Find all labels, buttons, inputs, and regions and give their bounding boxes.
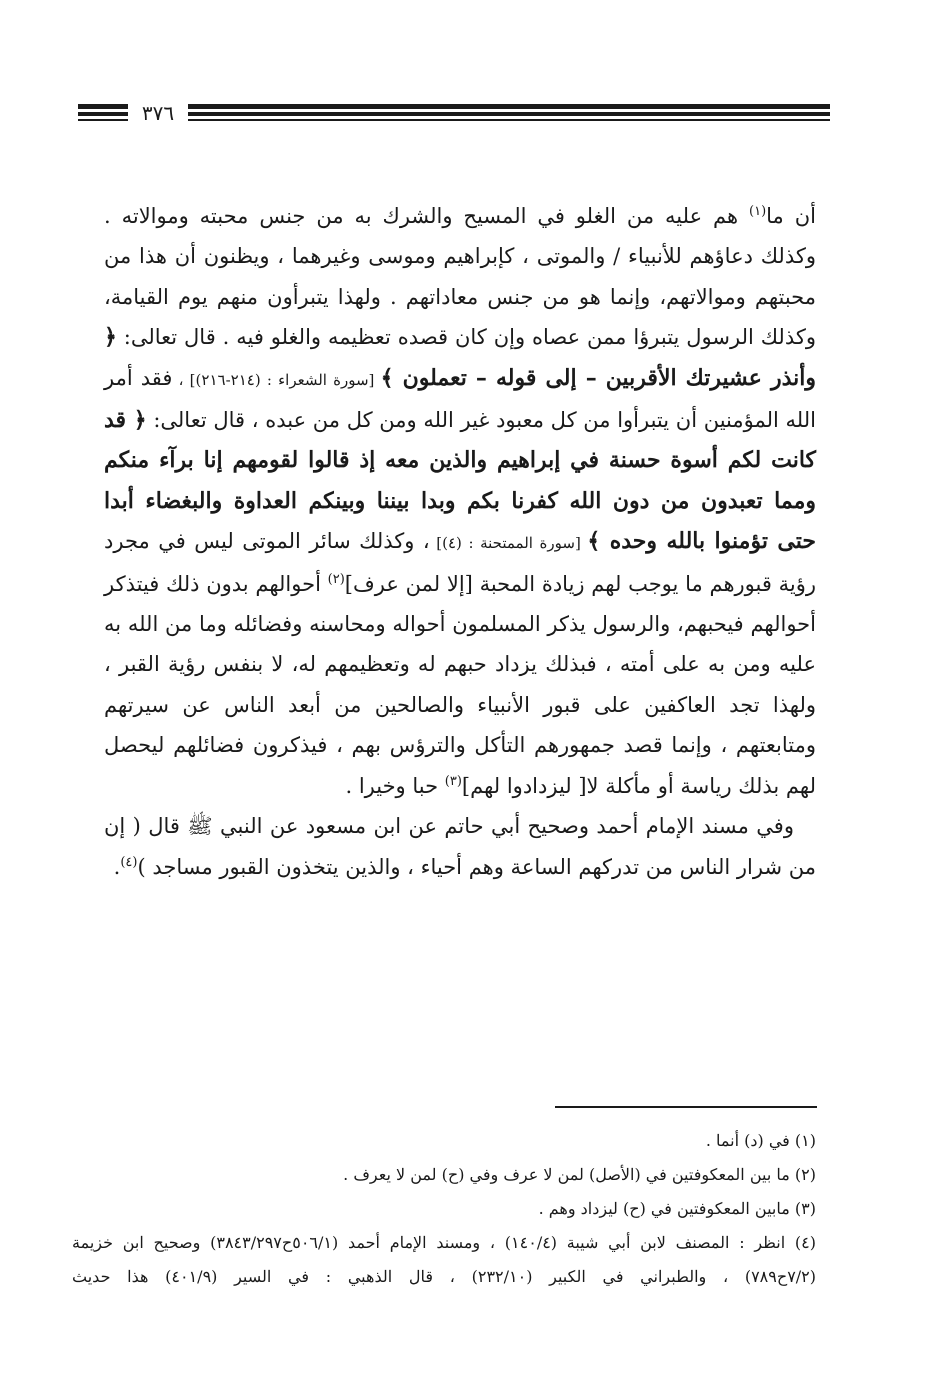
quran-verse: ﴿ وأنذر عشيرتك الأقربين – إلى قوله – تعملون ﴾ xyxy=(104,324,816,391)
verse-reference: [سورة الشعراء : (٢١٤-٢١٦)] ، xyxy=(172,370,381,389)
main-text xyxy=(104,196,816,887)
text-run: حبا وخيرا . xyxy=(345,773,445,798)
paragraph xyxy=(104,196,816,806)
footnote-marker: (٣) xyxy=(444,773,462,789)
quran-verse: ﴿ قد كانت لكم أسوة حسنة في إبراهيم والذين معه إذ قالوا لقومهم إنا برآء منكم ومما تعبدون من دون الله كفرنا بكم وبدا بيننا وبينكم العداوة والبغضاء أبدا حتى تؤمنوا بالله وحده ﴾ xyxy=(104,407,816,555)
header-rule-line xyxy=(78,112,128,116)
text-run: هم عليه من الغلو في المسيح والشرك به من جنس محبته وموالاته . وكذلك دعاؤهم للأنبياء / والموتى ، كإبراهيم وموسى وغيرهما ، ويظنون أن هذا من محبتهم وموالاتهم، وإنما هو من جنس معاداتهم . ولهذا يتبرأون منهم يوم القيامة، وكذلك الرسول يتبرؤا ممن عصاه وإن كان قصده تعظيمه والغلو فيه . قال تعالى: xyxy=(104,204,816,350)
text-run: ، وكذلك سائر الموتى ليس في مجرد رؤية قبورهم ما يوجب لهم زيادة المحبة [إلا لمن عرف] xyxy=(104,529,816,596)
text-run: فقد أمر الله المؤمنين أن يتبرأوا من كل معبود غير الله ومن كل من عبده ، قال تعالى: xyxy=(104,365,816,433)
footnote-marker: (١) xyxy=(749,204,767,219)
header-rule-line xyxy=(188,112,830,116)
footnote-item: (١) في (د) أنما . xyxy=(705,1131,816,1150)
header-rule-right xyxy=(188,104,830,124)
header-rule-line xyxy=(78,104,128,109)
page-number: ٣٧٦ xyxy=(141,101,175,125)
footnote-marker: (٢) xyxy=(327,571,345,587)
text-run: . xyxy=(113,854,121,879)
footnote-item: (٤) انظر : المصنف لابن أبي شيبة (١٤٠/٤) ، ومسند الإمام أحمد (٥٠٦/١ح٣٨٤٣/٢٩٧) وصحيح ابن خزيمة (٧/٢ح٧٨٩) ، والطبراني في الكبير (٢٣٢/١٠) ، قال الذهبي : في السير (٤٠١/٩) هذا حديث xyxy=(72,1233,817,1286)
footnote-item: (٣) مابين المعكوفتين في (ح) ليزداد وهم . xyxy=(538,1199,816,1218)
footnotes xyxy=(72,1124,816,1294)
text-run: أحوالهم بدون ذلك فيتذكر أحوالهم فيحبهم، والرسول يذكر المسلمون أحواله ومحاسنه وفضائله وما من الله به عليه ومن به على أمته ، فبذلك يزداد حبهم له وتعظيمهم له، لا بنفس رؤية القبر ، ولهذا تجد العاكفين على قبور الأنبياء والصالحين من أبعد الناس عن سيرتهم ومتابعتهم ، وإنما قصد جمهورهم التأكل والترؤس بهم ، فيذكرون فضائلهم ليحصل لهم بذلك رياسة أو مأكلة لا[ ليزدادوا لهم] xyxy=(104,571,817,798)
footnote-marker: (٤) xyxy=(120,854,138,870)
running-header xyxy=(78,100,830,134)
footnote-item: (٢) ما بين المعكوفتين في (الأصل) لمن لا عرف وفي (ح) لمن لا يعرف . xyxy=(343,1165,816,1184)
header-rule-line xyxy=(188,119,830,121)
paragraph xyxy=(104,806,816,887)
verse-reference: [سورة الممتحنة : (٤)] xyxy=(429,534,588,553)
header-rule-line xyxy=(78,119,128,121)
text-run: أن ما xyxy=(766,204,816,228)
header-rule-left xyxy=(78,104,128,124)
header-rule-line xyxy=(188,104,830,109)
footnote-separator xyxy=(555,1106,817,1108)
text-run: وفي مسند الإمام أحمد وصحيح أبي حاتم عن ابن مسعود عن النبي ﷺ قال ( إن من شرار الناس من تدركهم الساعة وهم أحياء ، والذين يتخذون القبور مساجد ) xyxy=(104,814,816,879)
